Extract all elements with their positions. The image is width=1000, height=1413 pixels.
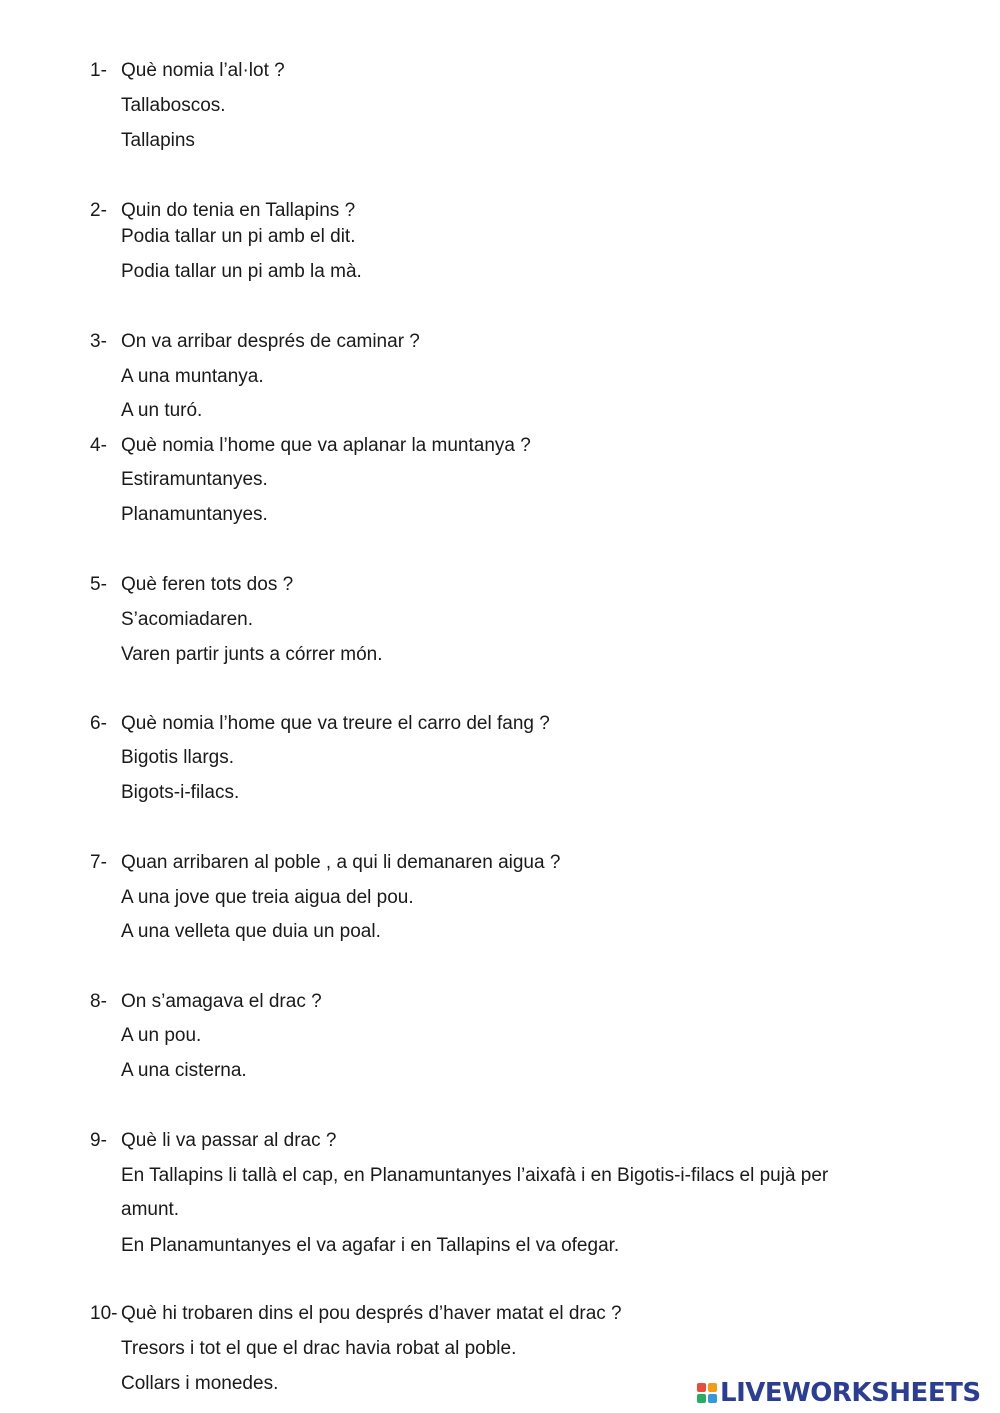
question-number-1: 1- bbox=[90, 60, 107, 81]
answer-option-9a-continued[interactable]: amunt. bbox=[121, 1199, 180, 1220]
logo-square-red bbox=[697, 1383, 706, 1392]
question-text-5: Què feren tots dos ? bbox=[121, 574, 294, 595]
answer-option-7a[interactable]: A una jove que treia aigua del pou. bbox=[121, 887, 414, 908]
answer-option-6a[interactable]: Bigotis llargs. bbox=[121, 747, 234, 768]
question-number-9: 9- bbox=[90, 1130, 107, 1151]
answer-option-3a[interactable]: A una muntanya. bbox=[121, 366, 264, 387]
question-number-10: 10- bbox=[90, 1303, 118, 1324]
question-text-8: On s’amagava el drac ? bbox=[121, 991, 322, 1012]
answer-option-5b[interactable]: Varen partir junts a córrer món. bbox=[121, 644, 383, 665]
question-text-1: Què nomia l’al·lot ? bbox=[121, 60, 285, 81]
question-text-9: Què li va passar al drac ? bbox=[121, 1130, 337, 1151]
answer-option-1a[interactable]: Tallaboscos. bbox=[121, 95, 226, 116]
answer-option-10a[interactable]: Tresors i tot el que el drac havia robat al poble. bbox=[121, 1338, 517, 1359]
answer-option-4a[interactable]: Estiramuntanyes. bbox=[121, 469, 268, 490]
logo-square-green bbox=[697, 1394, 706, 1403]
answer-option-6b[interactable]: Bigots-i-filacs. bbox=[121, 782, 240, 803]
answer-option-8b[interactable]: A una cisterna. bbox=[121, 1060, 247, 1081]
logo-square-orange bbox=[708, 1383, 717, 1392]
question-text-3: On va arribar després de caminar ? bbox=[121, 331, 420, 352]
answer-option-9a[interactable]: En Tallapins li tallà el cap, en Planamuntanyes l’aixafà i en Bigotis-i-filacs el pujà per bbox=[121, 1165, 829, 1186]
logo-square-blue bbox=[708, 1394, 717, 1403]
question-text-2: Quin do tenia en Tallapins ? bbox=[121, 200, 356, 221]
question-text-7: Quan arribaren al poble , a qui li demanaren aigua ? bbox=[121, 852, 561, 873]
question-number-4: 4- bbox=[90, 435, 107, 456]
question-number-8: 8- bbox=[90, 991, 107, 1012]
liveworksheets-logo bbox=[697, 1378, 981, 1408]
question-number-5: 5- bbox=[90, 574, 107, 595]
answer-option-5a[interactable]: S’acomiadaren. bbox=[121, 609, 254, 630]
question-number-7: 7- bbox=[90, 852, 107, 873]
question-text-10: Què hi trobaren dins el pou després d’haver matat el drac ? bbox=[121, 1303, 622, 1324]
answer-option-2a[interactable]: Podia tallar un pi amb el dit. bbox=[121, 226, 356, 247]
question-number-3: 3- bbox=[90, 331, 107, 352]
answer-option-7b[interactable]: A una velleta que duia un poal. bbox=[121, 921, 381, 942]
question-number-2: 2- bbox=[90, 200, 107, 221]
answer-option-1b[interactable]: Tallapins bbox=[121, 130, 195, 151]
question-text-6: Què nomia l’home que va treure el carro del fang ? bbox=[121, 713, 550, 734]
liveworksheets-logo-icon bbox=[697, 1383, 717, 1403]
liveworksheets-logo-text: LIVEWORKSHEETS bbox=[720, 1378, 981, 1408]
answer-option-2b[interactable]: Podia tallar un pi amb la mà. bbox=[121, 261, 362, 282]
question-number-6: 6- bbox=[90, 713, 107, 734]
answer-option-4b[interactable]: Planamuntanyes. bbox=[121, 504, 268, 525]
answer-option-10b[interactable]: Collars i monedes. bbox=[121, 1373, 279, 1394]
answer-option-9b[interactable]: En Planamuntanyes el va agafar i en Tallapins el va ofegar. bbox=[121, 1235, 620, 1256]
answer-option-8a[interactable]: A un pou. bbox=[121, 1025, 202, 1046]
question-text-4: Què nomia l’home que va aplanar la muntanya ? bbox=[121, 435, 531, 456]
answer-option-3b[interactable]: A un turó. bbox=[121, 400, 203, 421]
